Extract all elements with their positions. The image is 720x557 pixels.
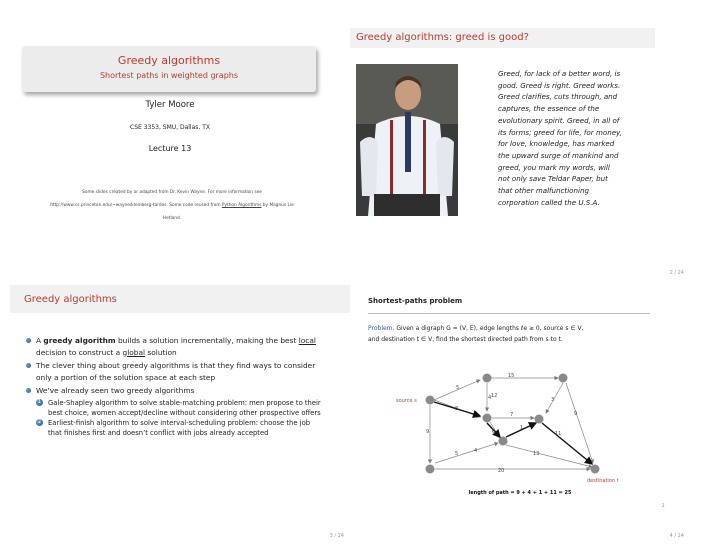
problem-text: Given a digraph G = (V, E), edge lengths ℓe ≥ 0, source s ∈ V, [394, 325, 584, 332]
svg-text:4: 4 [488, 395, 492, 401]
svg-text:6: 6 [492, 429, 496, 435]
edge [506, 445, 592, 467]
svg-text:13: 13 [533, 451, 540, 457]
problem-keyword: Problem. [368, 325, 395, 332]
slide-header [10, 285, 350, 313]
node [426, 465, 435, 474]
bullet-text: solution [145, 347, 177, 357]
credits [14, 186, 330, 225]
credit-line-3: Hetland. [162, 216, 182, 221]
bullet-list [26, 335, 326, 440]
slide-mark: 2 [662, 503, 665, 508]
shortest-path-graph [350, 363, 690, 523]
credit-link[interactable]: Python Algorithms [221, 203, 262, 208]
svg-text:9: 9 [574, 411, 578, 417]
bullet-underlined: local [298, 336, 316, 345]
svg-text:1: 1 [520, 425, 524, 431]
number-badge: 2 [37, 418, 42, 425]
greed-quote: Greed, for lack of a better word, is good. Greed is right. Greed works. Greed clarifies, cuts through, and captures, the essence of the evolutionary spirit. Greed, in all of its forms; greed for life, for money, for love, knowledge, has marked the upward surge of mankind and greed, you mark my words, will not only save Teldar Paper, but that other malfunctioning corporation called the U.S.A. [498, 69, 622, 207]
node [499, 437, 508, 446]
bullet-text: A [36, 336, 44, 345]
svg-text:8: 8 [455, 406, 459, 412]
source-label: source s [396, 398, 417, 404]
bullet-text: decision to construct a [36, 347, 123, 357]
credit-line-1: Some slides created by or adapted from Dr. Kevin Wayne. For more information see [82, 190, 262, 195]
svg-text:15: 15 [508, 373, 515, 379]
edge [435, 443, 498, 463]
slide-header [350, 28, 655, 48]
frame-divider [368, 313, 650, 314]
path-edge [542, 423, 592, 464]
author: Tyler Moore [145, 100, 195, 110]
frame-title: Shortest-paths problem [368, 297, 463, 305]
svg-text:20: 20 [498, 468, 505, 474]
sub-list [36, 398, 326, 438]
svg-text:3: 3 [551, 397, 555, 403]
sub-item-text: Gale-Shapley algorithm to solve stable-matching problem: men propose to their best choice, women accept/decline without considering other prospective offers [48, 398, 321, 417]
page-number: 3 / 24 [329, 533, 344, 539]
slide-shortest-paths [350, 283, 690, 545]
lecture-number: Lecture 13 [148, 144, 192, 153]
sub-item [36, 418, 326, 438]
svg-text:12: 12 [491, 393, 498, 399]
node [559, 374, 568, 383]
edge [566, 383, 593, 463]
problem-text-2: and destination t ∈ V, find the shortest directed path from s to t. [368, 336, 563, 343]
credit-prefix: http://www.cs.princeton.edu/~wayne/kleinberg-tardos. Some code reused from [50, 203, 222, 208]
graph-nodes [426, 374, 600, 474]
svg-text:7: 7 [510, 412, 514, 418]
path-length-label: length of path = 9 + 4 + 1 + 11 = 25 [468, 490, 572, 496]
institution: CSE 3353, SMU, Dallas, TX [130, 124, 210, 131]
destination-label: destination t [587, 478, 619, 484]
svg-text:9: 9 [426, 429, 430, 435]
slide-title-text: Greedy algorithms [117, 54, 221, 67]
number-badge: 1 [37, 398, 42, 405]
edge [546, 383, 563, 413]
slide-greedy-algorithms [10, 283, 350, 545]
sub-item-text: Earliest-finish algorithm to solve interval-scheduling problem: choose the job that finishes first and doesn’t conflict with jobs already accepted [48, 418, 311, 437]
bullet-emphasis: greedy algorithm [43, 336, 116, 345]
gordon-gekko-photo [356, 64, 458, 216]
node-s [426, 396, 435, 405]
credit-suffix: by Magnus Lie [261, 203, 294, 208]
bullet-text: We’ve already seen two greedy algorithms [36, 386, 195, 396]
title-box [22, 46, 316, 92]
svg-text:11: 11 [555, 431, 562, 437]
page-number: 4 / 24 [669, 533, 684, 539]
bullet-item [26, 335, 326, 358]
svg-text:4: 4 [474, 448, 478, 454]
problem-statement [368, 323, 658, 345]
bullet-text: builds a solution incrementally, making the best [115, 336, 299, 345]
svg-text:5: 5 [455, 451, 459, 457]
page-number: 2 / 24 [669, 270, 684, 276]
slide-header-text: Greedy algorithms: greed is good? [356, 32, 529, 43]
svg-text:5: 5 [456, 385, 460, 391]
node [535, 415, 544, 424]
node [483, 374, 492, 383]
slide-greed [350, 20, 690, 282]
bullet-item: The clever thing about greedy algorithms is that they find ways to consider only a portion of the solution space at each step [26, 360, 326, 383]
credit-line-2 [14, 199, 330, 212]
bullet-item [26, 385, 326, 438]
slide-title [10, 20, 350, 282]
slide-header-text: Greedy algorithms [24, 294, 117, 305]
sub-item [36, 398, 326, 418]
node [483, 414, 492, 423]
slide-subtitle-text: Shortest paths in weighted graphs [99, 71, 239, 80]
bullet-underlined: global [122, 347, 146, 357]
node-t [591, 465, 600, 474]
